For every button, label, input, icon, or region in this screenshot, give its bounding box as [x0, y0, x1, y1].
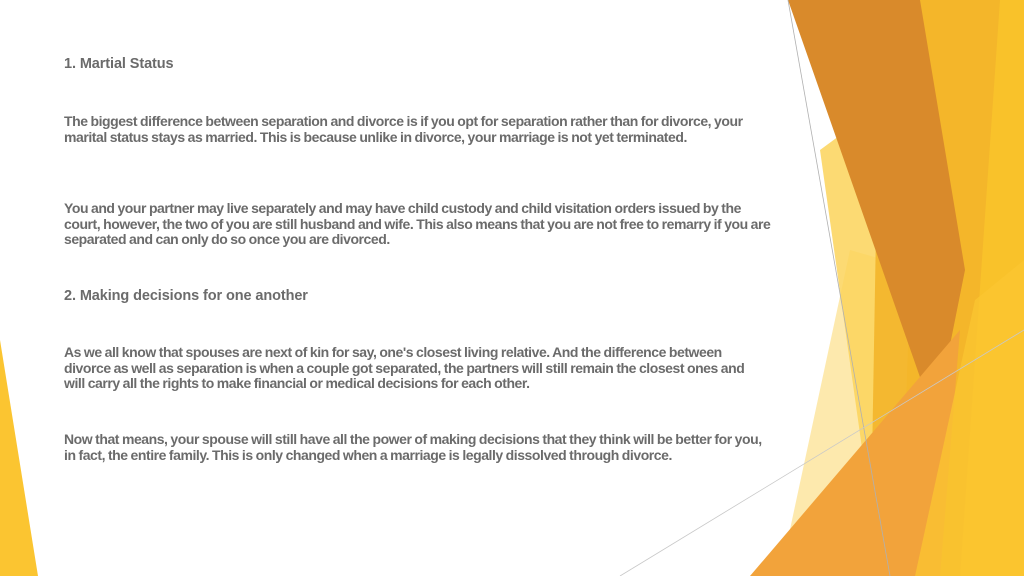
- left-yellow-sliver: [0, 340, 38, 576]
- paragraph-making-decisions-1: As we all know that spouses are next of kin for say, one's closest living relative. And the difference between divorce as well as separation is when a couple got separated, the partners will still remain the closest ones and will carry all the rights to make financial or medical decisions for each other.: [64, 344, 745, 391]
- paragraph-making-decisions-2: Now that means, your spouse will still have all the power of making decisions that they think will be better for you, in fact, the entire family. This is only changed when a marriage is legally dissolved through divorce.: [64, 431, 762, 463]
- paragraph-marital-status-1: The biggest difference between separation and divorce is if you opt for separation rather than for divorce, your marital status stays as married. This is because unlike in divorce, your marriage is not yet terminated.: [64, 113, 743, 145]
- paragraph-marital-status-2: You and your partner may live separately and may have child custody and child visitation orders issued by the court, however, the two of you are still husband and wife. This also means that you are not free to remarry if you are separated and can only do so once you are divorced.: [64, 200, 771, 247]
- section-heading-making-decisions: 2. Making decisions for one another: [64, 288, 308, 304]
- section-heading-marital-status: 1. Martial Status: [64, 56, 174, 72]
